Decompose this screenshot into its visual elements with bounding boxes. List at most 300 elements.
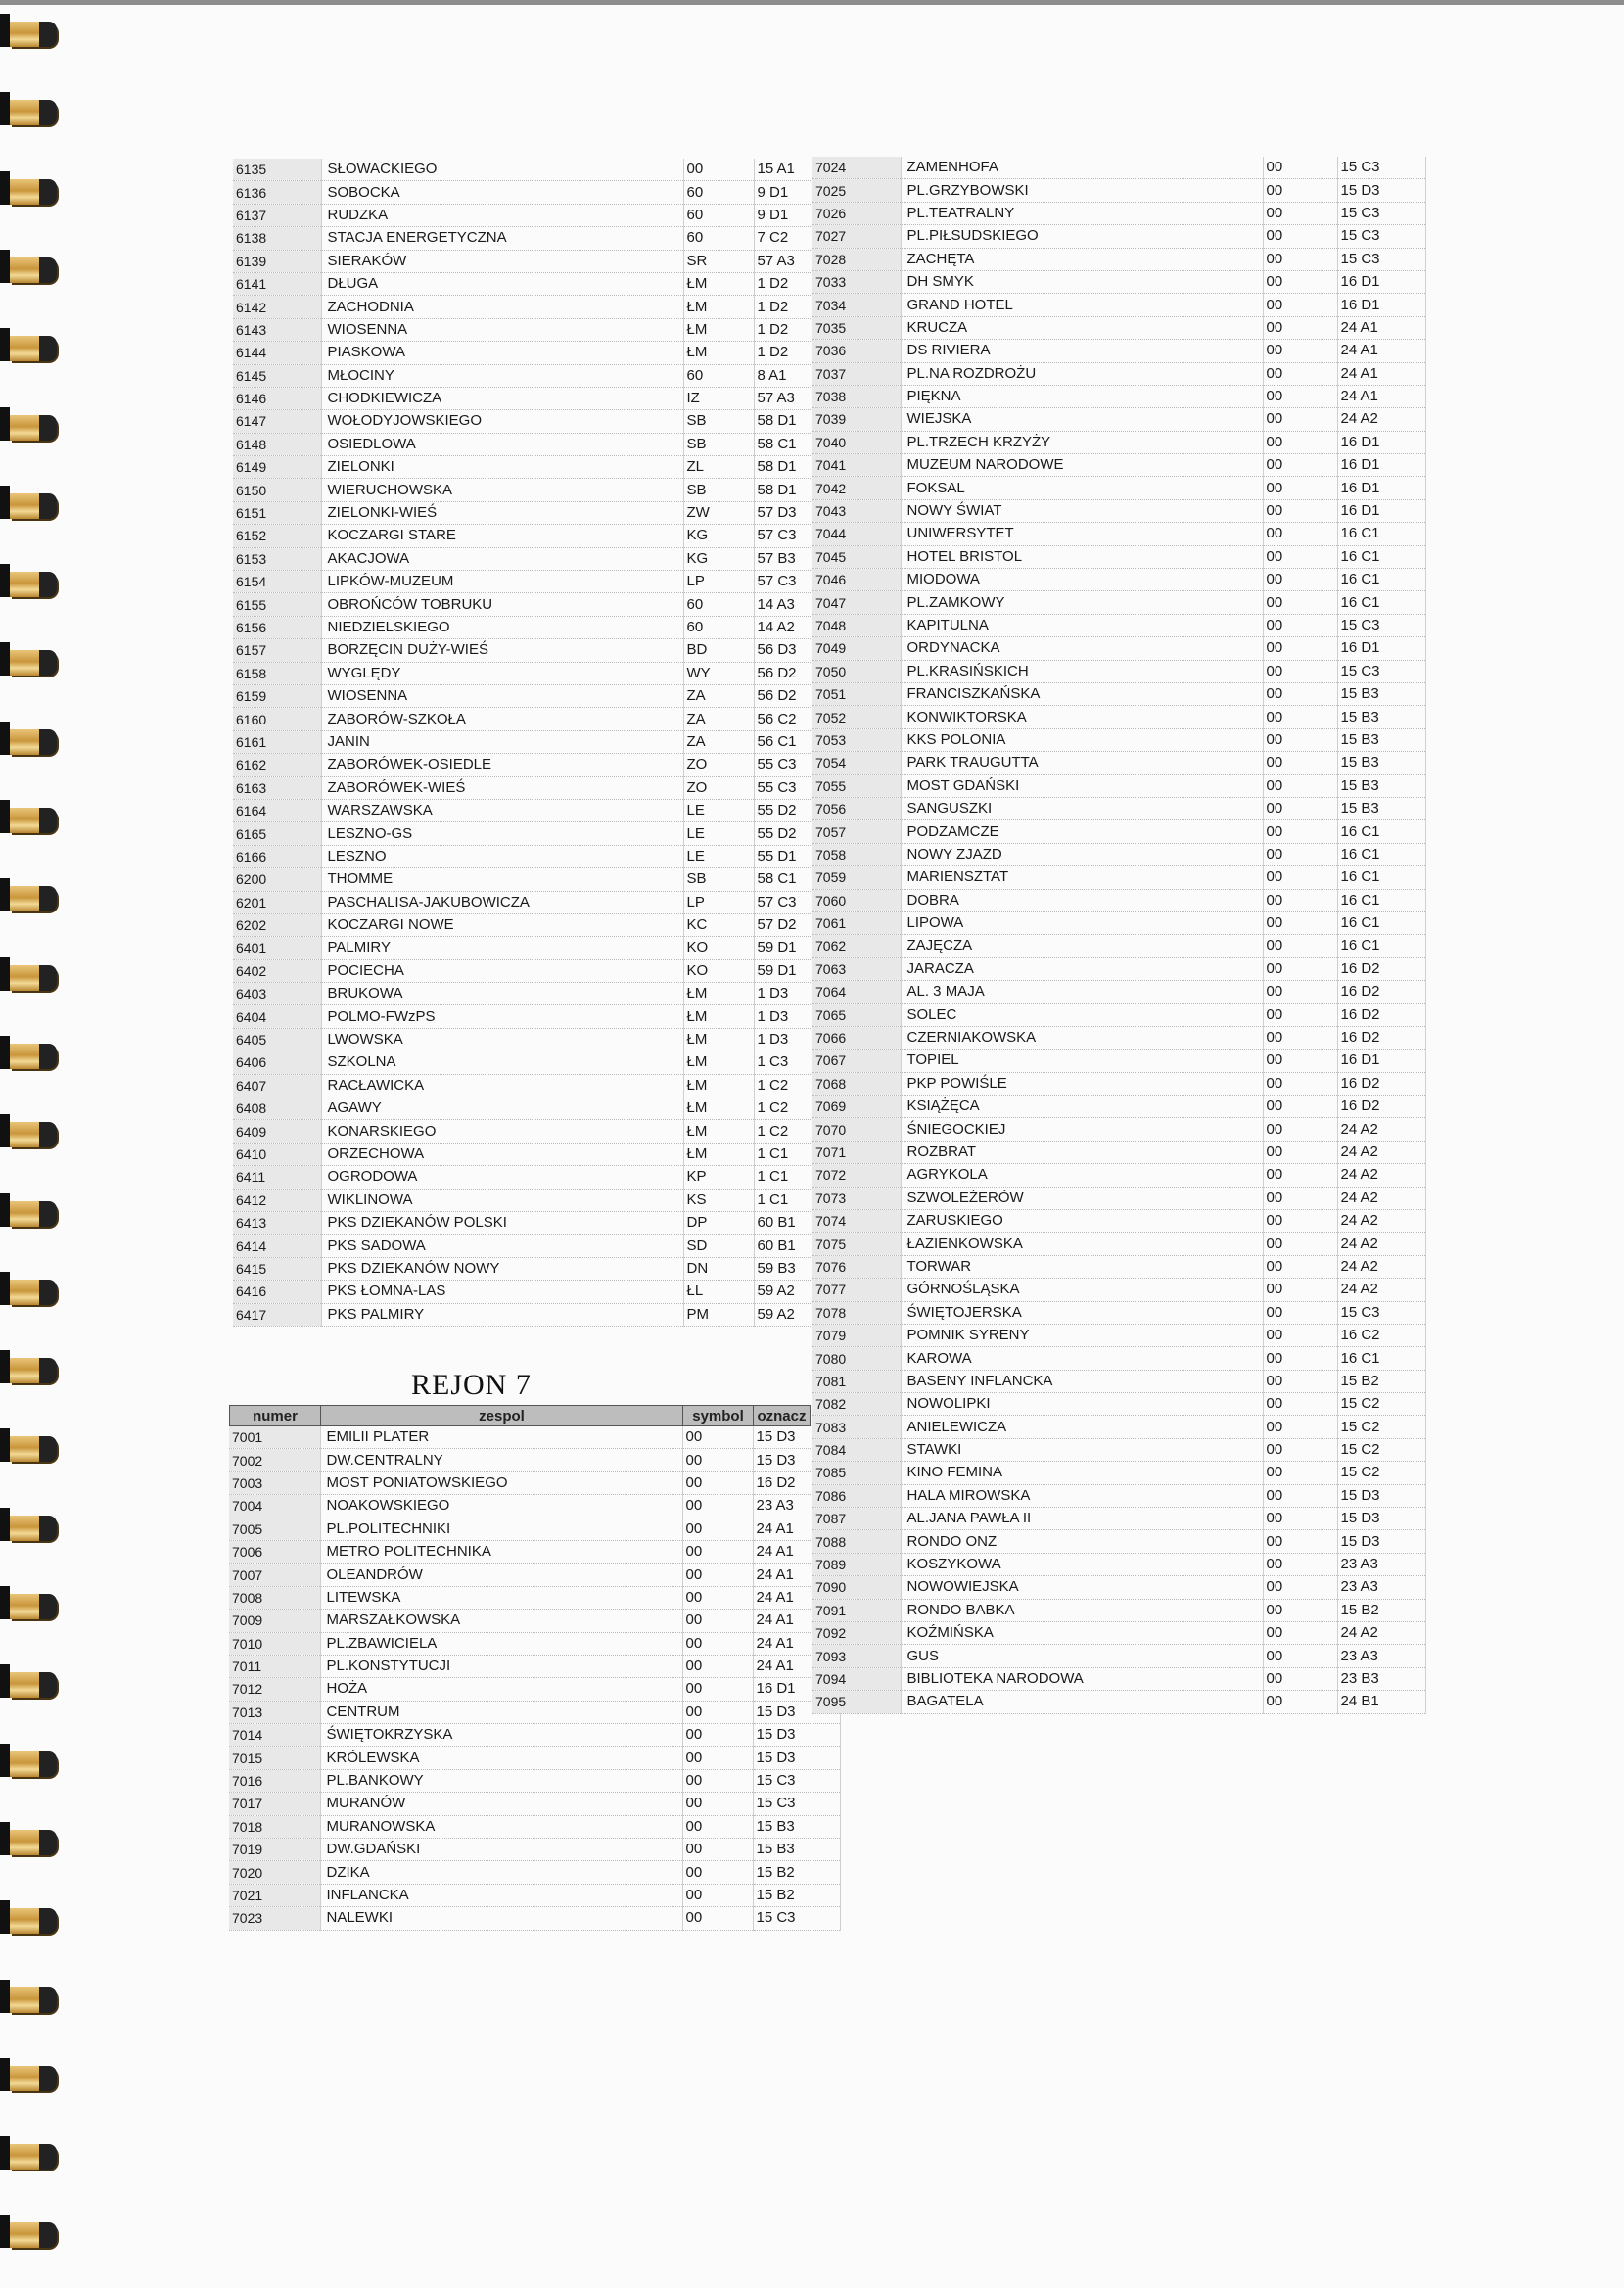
stop-name: RUDZKA	[321, 204, 683, 226]
map-grid-ref: 23 A3	[1337, 1553, 1425, 1575]
stop-symbol: 00	[1263, 202, 1337, 224]
stop-name: MOST PONIATOWSKIEGO	[320, 1471, 682, 1494]
map-grid-ref: 55 D2	[754, 822, 816, 845]
stop-number: 6154	[233, 571, 321, 593]
map-grid-ref: 16 C1	[1337, 866, 1425, 889]
map-grid-ref: 24 A2	[1337, 1279, 1425, 1301]
map-grid-ref: 16 D2	[753, 1471, 840, 1494]
stop-number: 6407	[233, 1074, 321, 1097]
table-row	[812, 1072, 1425, 1095]
stop-symbol: 00	[1263, 1187, 1337, 1209]
map-grid-ref: 1 D2	[754, 342, 816, 364]
stop-name: KINO FEMINA	[901, 1462, 1263, 1484]
map-grid-ref: 16 D1	[1337, 431, 1425, 453]
stop-number: 6146	[233, 387, 321, 409]
stop-name: INFLANCKA	[320, 1884, 682, 1906]
stop-symbol: 00	[682, 1449, 753, 1471]
map-grid-ref: 58 C1	[754, 433, 816, 455]
stop-name: KONARSKIEGO	[321, 1120, 683, 1143]
stop-number: 7049	[812, 637, 901, 660]
map-grid-ref: 58 C1	[754, 868, 816, 891]
stop-symbol: 00	[1263, 1530, 1337, 1553]
stop-symbol: 00	[1263, 889, 1337, 911]
stop-number: 7058	[812, 843, 901, 865]
binder-ring	[0, 407, 57, 441]
stop-symbol: 60	[683, 181, 754, 204]
stop-number: 6136	[233, 181, 321, 204]
map-grid-ref: 1 C1	[754, 1143, 816, 1165]
stop-number: 7034	[812, 294, 901, 316]
map-grid-ref: 15 C3	[1337, 157, 1425, 179]
map-grid-ref: 15 C3	[753, 1793, 840, 1815]
stop-number: 7036	[812, 340, 901, 362]
map-grid-ref: 16 D2	[1337, 1026, 1425, 1049]
table-row	[229, 1769, 840, 1792]
stop-symbol: ZA	[683, 730, 754, 753]
stop-number: 7067	[812, 1050, 901, 1072]
stop-number: 6153	[233, 547, 321, 570]
table-row	[233, 342, 816, 364]
stop-symbol: LE	[683, 822, 754, 845]
table-row	[812, 1004, 1425, 1026]
stop-name: PARK TRAUGUTTA	[901, 752, 1263, 774]
table-row	[229, 1540, 840, 1563]
stop-name: STACJA ENERGETYCZNA	[321, 227, 683, 250]
table-row	[812, 1438, 1425, 1461]
stop-symbol: 00	[682, 1701, 753, 1723]
table-row	[233, 684, 816, 707]
stop-number: 7042	[812, 477, 901, 499]
stop-symbol: 00	[682, 1426, 753, 1449]
stop-symbol: IZ	[683, 387, 754, 409]
stop-number: 6403	[233, 983, 321, 1005]
stop-number: 7005	[229, 1518, 320, 1540]
map-grid-ref: 24 A1	[1337, 385, 1425, 407]
stop-name: DS RIVIERA	[901, 340, 1263, 362]
binder-ring	[0, 957, 57, 991]
map-grid-ref: 16 D1	[1337, 270, 1425, 293]
stop-name: WOŁODYJOWSKIEGO	[321, 410, 683, 433]
map-grid-ref: 1 C2	[754, 1074, 816, 1097]
stop-symbol: 00	[683, 159, 754, 181]
map-grid-ref: 15 D3	[1337, 1530, 1425, 1553]
stop-number: 6138	[233, 227, 321, 250]
stop-number: 6147	[233, 410, 321, 433]
map-grid-ref: 24 A1	[1337, 340, 1425, 362]
stop-symbol: 00	[1263, 1255, 1337, 1278]
stop-name: PL.GRZYBOWSKI	[901, 179, 1263, 202]
map-grid-ref: 24 A2	[1337, 1209, 1425, 1232]
binder-ring	[0, 1822, 57, 1855]
binder-ring	[0, 642, 57, 676]
stop-symbol: ŁM	[683, 318, 754, 341]
map-grid-ref: 24 A1	[753, 1564, 840, 1586]
table-row	[812, 225, 1425, 248]
stops-table-6xxx	[233, 159, 817, 1327]
stop-number: 7014	[229, 1724, 320, 1747]
stop-symbol: 00	[1263, 774, 1337, 797]
table-row	[812, 454, 1425, 477]
stop-number: 6202	[233, 913, 321, 936]
table-row	[233, 1235, 816, 1257]
table-row	[233, 708, 816, 730]
table-row	[233, 250, 816, 272]
map-grid-ref: 15 D3	[753, 1724, 840, 1747]
stop-number: 7089	[812, 1553, 901, 1575]
map-grid-ref: 15 D3	[1337, 179, 1425, 202]
stop-number: 7020	[229, 1861, 320, 1884]
stop-symbol: 00	[1263, 179, 1337, 202]
stop-symbol: ZO	[683, 776, 754, 799]
stop-number: 7069	[812, 1096, 901, 1118]
map-grid-ref: 24 A1	[753, 1540, 840, 1563]
map-grid-ref: 16 C1	[1337, 523, 1425, 545]
stop-symbol: 00	[1263, 1279, 1337, 1301]
stop-name: PL.ZBAWICIELA	[320, 1632, 682, 1655]
stop-symbol: KG	[683, 547, 754, 570]
binder-ring	[0, 1664, 57, 1698]
map-grid-ref: 15 A1	[754, 159, 816, 181]
stop-symbol: ŁL	[683, 1281, 754, 1303]
stop-symbol: 00	[1263, 1141, 1337, 1163]
table-row	[233, 204, 816, 226]
table-row	[233, 296, 816, 318]
map-grid-ref: 58 D1	[754, 410, 816, 433]
stop-name: AGRYKOLA	[901, 1164, 1263, 1187]
stop-number: 7068	[812, 1072, 901, 1095]
stop-number: 7007	[229, 1564, 320, 1586]
map-grid-ref: 24 A1	[753, 1632, 840, 1655]
stop-number: 7035	[812, 316, 901, 339]
stop-name: TORWAR	[901, 1255, 1263, 1278]
table-row	[812, 1096, 1425, 1118]
map-grid-ref: 15 C3	[753, 1907, 840, 1930]
stop-number: 7050	[812, 660, 901, 682]
map-grid-ref: 56 D2	[754, 662, 816, 684]
table-row	[812, 728, 1425, 751]
stop-number: 7085	[812, 1462, 901, 1484]
table-row	[812, 248, 1425, 270]
map-grid-ref: 15 C3	[1337, 660, 1425, 682]
table-row	[233, 730, 816, 753]
stop-number: 7018	[229, 1815, 320, 1838]
table-row	[233, 1211, 816, 1234]
stop-symbol: 00	[1263, 1164, 1337, 1187]
table-row	[812, 797, 1425, 819]
stop-number: 7055	[812, 774, 901, 797]
table-row	[812, 408, 1425, 431]
map-grid-ref: 16 C1	[1337, 889, 1425, 911]
stop-number: 6145	[233, 364, 321, 387]
stop-symbol: 00	[1263, 591, 1337, 614]
map-grid-ref: 57 D2	[754, 913, 816, 936]
stop-name: RONDO BABKA	[901, 1599, 1263, 1621]
map-grid-ref: 23 B3	[1337, 1667, 1425, 1690]
stop-symbol: 00	[1263, 682, 1337, 705]
stop-number: 7093	[812, 1645, 901, 1667]
table-row	[812, 1484, 1425, 1507]
binder-ring	[0, 2058, 57, 2091]
stop-number: 6158	[233, 662, 321, 684]
stop-number: 7021	[229, 1884, 320, 1906]
table-row	[233, 1005, 816, 1028]
stop-number: 7015	[229, 1747, 320, 1769]
table-row	[812, 1050, 1425, 1072]
stop-name: PL.TRZECH KRZYŻY	[901, 431, 1263, 453]
stop-symbol: KO	[683, 937, 754, 959]
table-row	[229, 1564, 840, 1586]
map-grid-ref: 24 A1	[753, 1518, 840, 1540]
stop-number: 6160	[233, 708, 321, 730]
map-grid-ref: 55 D1	[754, 845, 816, 867]
map-grid-ref: 15 D3	[753, 1426, 840, 1449]
stop-number: 6414	[233, 1235, 321, 1257]
stop-number: 7011	[229, 1655, 320, 1677]
header-zespol: zespol	[321, 1406, 683, 1426]
map-grid-ref: 16 C1	[1337, 545, 1425, 568]
stop-symbol: 00	[1263, 660, 1337, 682]
stop-number: 6411	[233, 1166, 321, 1189]
stop-symbol: 00	[1263, 1026, 1337, 1049]
table-row	[812, 1164, 1425, 1187]
stop-symbol: 00	[1263, 385, 1337, 407]
stop-number: 7047	[812, 591, 901, 614]
stop-symbol: ŁM	[683, 272, 754, 295]
stop-name: WIOSENNA	[321, 684, 683, 707]
table-row	[812, 1118, 1425, 1141]
table-row	[229, 1495, 840, 1518]
stop-symbol: 00	[1263, 523, 1337, 545]
stop-symbol: 00	[1263, 362, 1337, 385]
map-grid-ref: 59 A2	[754, 1303, 816, 1326]
binder-ring	[0, 1900, 57, 1934]
stop-name: ŁAZIENKOWSKA	[901, 1233, 1263, 1255]
stop-symbol: 00	[1263, 866, 1337, 889]
stop-name: POLMO-FWzPS	[321, 1005, 683, 1028]
stop-symbol: 00	[1263, 1233, 1337, 1255]
map-grid-ref: 57 C3	[754, 891, 816, 913]
table-row	[229, 1724, 840, 1747]
stop-number: 7065	[812, 1004, 901, 1026]
table-row	[233, 616, 816, 638]
stop-number: 6165	[233, 822, 321, 845]
map-grid-ref: 15 B3	[1337, 706, 1425, 728]
stop-number: 7019	[229, 1839, 320, 1861]
page-top-edge	[0, 0, 1624, 5]
stop-number: 6409	[233, 1120, 321, 1143]
stop-name: MŁOCINY	[321, 364, 683, 387]
header-symbol: symbol	[683, 1406, 754, 1426]
table-row	[233, 662, 816, 684]
map-grid-ref: 16 D1	[1337, 477, 1425, 499]
stop-name: PKP POWIŚLE	[901, 1072, 1263, 1095]
map-grid-ref: 24 A1	[753, 1655, 840, 1677]
table-row	[233, 913, 816, 936]
table-row	[812, 843, 1425, 865]
stop-symbol: 00	[682, 1518, 753, 1540]
stop-symbol: 00	[1263, 1438, 1337, 1461]
table-row	[233, 891, 816, 913]
map-grid-ref: 57 D3	[754, 501, 816, 524]
table-row	[233, 525, 816, 547]
table-row	[812, 340, 1425, 362]
stop-symbol: KG	[683, 525, 754, 547]
stop-name: PKS SADOWA	[321, 1235, 683, 1257]
stop-number: 7081	[812, 1370, 901, 1392]
map-grid-ref: 59 D1	[754, 959, 816, 982]
table-row	[233, 1257, 816, 1280]
stops-table-region7-right	[812, 157, 1426, 1714]
stop-number: 6405	[233, 1028, 321, 1051]
stop-number: 7080	[812, 1347, 901, 1370]
stop-name: WYGLĘDY	[321, 662, 683, 684]
stop-number: 7082	[812, 1393, 901, 1416]
table-row	[812, 682, 1425, 705]
table-row	[812, 1416, 1425, 1438]
stop-number: 6142	[233, 296, 321, 318]
stop-symbol: LP	[683, 571, 754, 593]
binder-ring	[0, 1508, 57, 1541]
table-row	[812, 545, 1425, 568]
map-grid-ref: 58 D1	[754, 456, 816, 479]
table-row	[812, 294, 1425, 316]
stop-symbol: ŁM	[683, 296, 754, 318]
stop-number: 7057	[812, 820, 901, 843]
stop-name: WIOSENNA	[321, 318, 683, 341]
stop-symbol: 00	[1263, 1416, 1337, 1438]
stop-symbol: 00	[682, 1815, 753, 1838]
stop-symbol: 00	[1263, 1484, 1337, 1507]
stop-number: 7017	[229, 1793, 320, 1815]
stop-name: MURANOWSKA	[320, 1815, 682, 1838]
stop-name: DW.CENTRALNY	[320, 1449, 682, 1471]
map-grid-ref: 56 C2	[754, 708, 816, 730]
stop-number: 6156	[233, 616, 321, 638]
stop-symbol: 00	[1263, 1393, 1337, 1416]
table-row	[812, 614, 1425, 636]
map-grid-ref: 15 B2	[753, 1884, 840, 1906]
binder-ring	[0, 1036, 57, 1069]
table-row	[812, 1645, 1425, 1667]
stop-symbol: ZA	[683, 684, 754, 707]
stop-number: 7023	[229, 1907, 320, 1930]
stop-number: 7078	[812, 1301, 901, 1324]
region-title: REJON 7	[411, 1369, 532, 1401]
stop-number: 7091	[812, 1599, 901, 1621]
stop-number: 7044	[812, 523, 901, 545]
stop-symbol: 00	[1263, 225, 1337, 248]
stop-name: LESZNO	[321, 845, 683, 867]
map-grid-ref: 15 C3	[753, 1769, 840, 1792]
stop-symbol: 60	[683, 593, 754, 616]
map-grid-ref: 15 C2	[1337, 1438, 1425, 1461]
map-grid-ref: 16 D1	[1337, 454, 1425, 477]
table-row	[812, 911, 1425, 934]
stop-name: ORZECHOWA	[321, 1143, 683, 1165]
stop-symbol: 00	[682, 1471, 753, 1494]
stop-name: PIASKOWA	[321, 342, 683, 364]
binder-ring	[0, 486, 57, 519]
table-row	[233, 799, 816, 821]
stop-number: 7001	[229, 1426, 320, 1449]
table-header-row	[229, 1405, 811, 1426]
stop-symbol: 00	[1263, 1508, 1337, 1530]
table-row	[812, 1026, 1425, 1049]
stop-number: 7003	[229, 1471, 320, 1494]
stop-name: LWOWSKA	[321, 1028, 683, 1051]
map-grid-ref: 56 D3	[754, 639, 816, 662]
table-row	[233, 1120, 816, 1143]
stop-symbol: 00	[1263, 706, 1337, 728]
map-grid-ref: 16 D2	[1337, 1096, 1425, 1118]
map-grid-ref: 15 C2	[1337, 1462, 1425, 1484]
table-row	[233, 364, 816, 387]
binder-ring	[0, 1980, 57, 2013]
map-grid-ref: 1 C2	[754, 1120, 816, 1143]
map-grid-ref: 55 C3	[754, 776, 816, 799]
stop-name: BORZĘCIN DUŻY-WIEŚ	[321, 639, 683, 662]
table-row	[812, 1141, 1425, 1163]
stop-name: DZIKA	[320, 1861, 682, 1884]
stop-name: NOAKOWSKIEGO	[320, 1495, 682, 1518]
stop-name: OSIEDLOWA	[321, 433, 683, 455]
stop-name: BRUKOWA	[321, 983, 683, 1005]
table-row	[812, 1393, 1425, 1416]
stop-name: WIERUCHOWSKA	[321, 479, 683, 501]
map-grid-ref: 16 C1	[1337, 820, 1425, 843]
map-grid-ref: 1 C1	[754, 1189, 816, 1211]
map-grid-ref: 1 C1	[754, 1166, 816, 1189]
stop-name: CHODKIEWICZA	[321, 387, 683, 409]
map-grid-ref: 15 C3	[1337, 202, 1425, 224]
binder-ring	[0, 1586, 57, 1619]
table-row	[812, 179, 1425, 202]
stop-symbol: 00	[682, 1610, 753, 1632]
table-row	[812, 1279, 1425, 1301]
binder-ring	[0, 171, 57, 205]
stop-name: WIKLINOWA	[321, 1189, 683, 1211]
stop-symbol: DP	[683, 1211, 754, 1234]
stop-name: WARSZAWSKA	[321, 799, 683, 821]
stop-number: 6161	[233, 730, 321, 753]
stop-symbol: ŁM	[683, 342, 754, 364]
map-grid-ref: 23 A3	[1337, 1576, 1425, 1599]
stop-name: OBROŃCÓW TOBRUKU	[321, 593, 683, 616]
map-grid-ref: 16 C1	[1337, 591, 1425, 614]
stop-symbol: 00	[1263, 157, 1337, 179]
stop-name: ROZBRAT	[901, 1141, 1263, 1163]
stop-name: POCIECHA	[321, 959, 683, 982]
table-row	[229, 1793, 840, 1815]
stop-name: DW.GDAŃSKI	[320, 1839, 682, 1861]
stop-symbol: 00	[682, 1907, 753, 1930]
stop-symbol: 00	[1263, 569, 1337, 591]
table-row	[812, 1553, 1425, 1575]
stop-name: HOŻA	[320, 1678, 682, 1701]
stop-name: PL.ZAMKOWY	[901, 591, 1263, 614]
stop-name: BASENY INFLANCKA	[901, 1370, 1263, 1392]
table-row	[233, 181, 816, 204]
map-grid-ref: 8 A1	[754, 364, 816, 387]
map-grid-ref: 24 A2	[1337, 1255, 1425, 1278]
stop-number: 6415	[233, 1257, 321, 1280]
table-row	[229, 1884, 840, 1906]
map-grid-ref: 15 B3	[1337, 728, 1425, 751]
stop-symbol: ŁM	[683, 1051, 754, 1074]
stop-number: 7004	[229, 1495, 320, 1518]
stop-name: RACŁAWICKA	[321, 1074, 683, 1097]
map-grid-ref: 7 C2	[754, 227, 816, 250]
